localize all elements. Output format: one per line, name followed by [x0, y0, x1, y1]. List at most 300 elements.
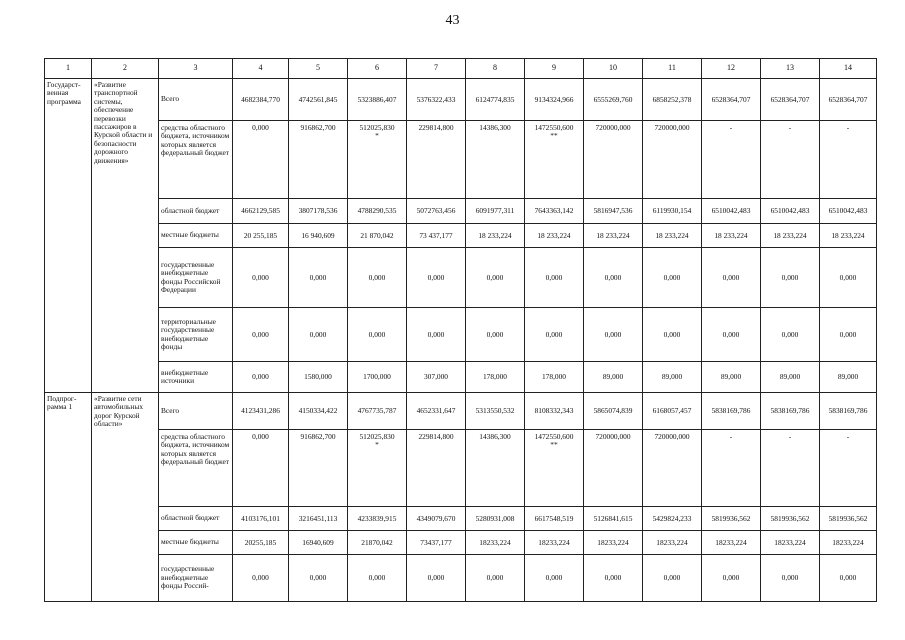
amount-value: 0,000 — [781, 272, 799, 282]
amount-cell — [233, 362, 289, 393]
amount-cell — [289, 430, 348, 507]
amount-value: 0,000 — [486, 329, 504, 339]
table-row — [45, 199, 877, 224]
amount-value: - — [729, 432, 733, 441]
table-row — [45, 362, 877, 393]
amount-value: 0,000 — [839, 329, 857, 339]
amount-cell — [702, 362, 761, 393]
amount-cell — [820, 199, 877, 224]
amount-value: 14386,300 — [479, 123, 511, 132]
amount-cell — [702, 531, 761, 555]
amount-value: 5072763,456 — [416, 206, 456, 215]
funding-source-cell: Всего — [159, 393, 233, 430]
amount-cell — [643, 308, 702, 362]
amount-cell — [820, 224, 877, 248]
amount-value: 0,000 — [781, 573, 799, 582]
amount-value: 18233,224 — [656, 537, 688, 547]
amount-cell — [407, 555, 466, 602]
amount-value: 5819936,562 — [711, 513, 751, 523]
amount-value: 21 870,042 — [360, 230, 394, 240]
amount-value: 0,000 — [427, 272, 445, 282]
amount-cell — [233, 248, 289, 308]
amount-cell — [407, 531, 466, 555]
amount-cell — [233, 393, 289, 430]
budget-table — [44, 58, 877, 602]
amount-value: 6510042,483 — [711, 206, 751, 215]
amount-value: 4652331,647 — [416, 406, 456, 415]
amount-value: 6119930,154 — [652, 206, 692, 215]
table-row — [45, 121, 877, 199]
amount-cell — [584, 507, 643, 531]
amount-value: 720000,000 — [595, 123, 631, 132]
amount-value: 5838169,786 — [828, 406, 868, 415]
amount-value: 89,000 — [661, 372, 683, 381]
amount-cell — [643, 248, 702, 308]
amount-value: 6091977,311 — [475, 206, 515, 215]
amount-value: 4233839,915 — [357, 513, 397, 523]
footnote-mark: * — [375, 131, 379, 140]
amount-value: 4682384,770 — [241, 94, 280, 104]
amount-cell — [702, 430, 761, 507]
amount-cell — [761, 121, 820, 199]
amount-cell — [643, 507, 702, 531]
amount-value: 16 940,609 — [301, 230, 335, 240]
amount-value: 0,000 — [663, 573, 681, 582]
amount-value: - — [846, 432, 850, 441]
column-number-cell: 5 — [289, 59, 348, 79]
amount-cell — [407, 248, 466, 308]
amount-cell — [643, 121, 702, 199]
amount-value: 89,000 — [602, 372, 624, 381]
amount-value: 0,000 — [427, 329, 445, 339]
amount-value: 0,000 — [309, 573, 327, 582]
amount-value: 6510042,483 — [770, 206, 810, 215]
funding-source-cell: внебюджетные источники — [159, 362, 233, 393]
amount-value: 6168057,457 — [652, 406, 692, 415]
amount-value: 720000,000 — [654, 123, 690, 132]
table-row — [45, 79, 877, 121]
amount-cell — [820, 248, 877, 308]
amount-value: 18233,224 — [479, 537, 511, 547]
amount-cell — [761, 555, 820, 602]
amount-cell — [761, 79, 820, 121]
amount-cell — [702, 393, 761, 430]
amount-cell — [466, 121, 525, 199]
amount-cell — [584, 393, 643, 430]
amount-value: 720000,000 — [595, 432, 631, 441]
amount-cell — [348, 393, 407, 430]
amount-value: 512025,830 — [359, 123, 395, 132]
amount-cell — [233, 430, 289, 507]
table-row — [45, 308, 877, 362]
amount-cell — [407, 308, 466, 362]
column-number-cell: 10 — [584, 59, 643, 79]
amount-cell — [407, 199, 466, 224]
footnote-mark: * — [375, 440, 379, 449]
amount-cell — [643, 199, 702, 224]
amount-cell — [466, 430, 525, 507]
amount-value: 9134324,966 — [534, 94, 574, 104]
amount-cell — [348, 121, 407, 199]
amount-cell — [348, 531, 407, 555]
funding-source-cell: государственные внебюджетные фонды Россий- — [159, 555, 233, 602]
amount-cell — [289, 248, 348, 308]
amount-value: 3807178,536 — [298, 206, 338, 215]
amount-value: 5838169,786 — [770, 406, 810, 415]
amount-cell — [584, 121, 643, 199]
amount-value: 6510042,483 — [828, 206, 868, 215]
amount-value: 6124774,835 — [475, 94, 515, 104]
amount-cell — [289, 224, 348, 248]
amount-cell — [525, 224, 584, 248]
amount-cell — [820, 393, 877, 430]
amount-value: 916862,700 — [300, 123, 336, 132]
amount-value: 916862,700 — [300, 432, 336, 441]
column-number-cell: 14 — [820, 59, 877, 79]
amount-value: 178,000 — [541, 372, 567, 381]
column-number-cell: 12 — [702, 59, 761, 79]
funding-source-cell: областной бюджет — [159, 507, 233, 531]
amount-value: 0,000 — [252, 329, 269, 339]
amount-cell — [233, 555, 289, 602]
amount-cell — [584, 79, 643, 121]
table-row — [45, 393, 877, 430]
amount-cell — [643, 555, 702, 602]
table-row — [45, 248, 877, 308]
amount-cell — [348, 555, 407, 602]
amount-value: 5323886,407 — [357, 94, 397, 104]
amount-cell — [289, 121, 348, 199]
table-row — [45, 555, 877, 602]
amount-cell — [289, 393, 348, 430]
amount-value: 5838169,786 — [711, 406, 751, 415]
funding-source-cell: государственные внебюджетные фонды Российской Федерации — [159, 248, 233, 308]
amount-value: 7643363,142 — [534, 206, 574, 215]
amount-cell — [761, 362, 820, 393]
amount-cell — [761, 531, 820, 555]
amount-cell — [584, 531, 643, 555]
amount-cell — [584, 248, 643, 308]
amount-cell — [348, 199, 407, 224]
amount-value: 0,000 — [309, 272, 327, 282]
amount-value: 0,000 — [722, 329, 740, 339]
amount-value: 0,000 — [722, 272, 740, 282]
amount-value: 1580,000 — [304, 372, 332, 381]
amount-cell — [820, 308, 877, 362]
amount-value: 5865074,839 — [593, 406, 633, 415]
amount-cell — [289, 199, 348, 224]
amount-cell — [643, 362, 702, 393]
amount-value: 18 233,224 — [714, 230, 748, 240]
amount-value: 16940,609 — [302, 537, 334, 547]
footnote-mark: ** — [550, 440, 558, 449]
amount-cell — [702, 248, 761, 308]
amount-value: 0,000 — [663, 272, 681, 282]
amount-cell — [289, 555, 348, 602]
amount-cell — [525, 79, 584, 121]
amount-value: 0,000 — [252, 372, 269, 381]
amount-cell — [820, 79, 877, 121]
amount-value: 178,000 — [482, 372, 508, 381]
amount-value: 4103176,101 — [241, 513, 280, 523]
amount-value: 18 233,224 — [831, 230, 865, 240]
funding-source-cell: местные бюджеты — [159, 531, 233, 555]
amount-cell — [233, 308, 289, 362]
amount-cell — [289, 362, 348, 393]
amount-cell — [466, 248, 525, 308]
amount-cell — [466, 531, 525, 555]
amount-cell — [761, 393, 820, 430]
amount-value: 0,000 — [368, 272, 386, 282]
amount-cell — [584, 308, 643, 362]
amount-cell — [525, 555, 584, 602]
amount-value: - — [846, 123, 850, 132]
funding-source-cell: территориальные государственные внебюджетные фонды — [159, 308, 233, 362]
amount-value: 0,000 — [545, 329, 563, 339]
amount-cell — [466, 308, 525, 362]
amount-cell — [702, 79, 761, 121]
amount-value: 14386,300 — [479, 432, 511, 441]
amount-value: 4742561,845 — [298, 94, 338, 104]
amount-cell — [233, 199, 289, 224]
amount-cell — [348, 79, 407, 121]
amount-value: - — [788, 432, 792, 441]
amount-cell — [466, 199, 525, 224]
column-number-cell: 8 — [466, 59, 525, 79]
amount-value: 18233,224 — [715, 537, 747, 547]
amount-value: 229814,800 — [418, 123, 454, 132]
amount-cell — [761, 430, 820, 507]
amount-value: 4662129,585 — [241, 206, 280, 215]
amount-value: 1700,000 — [363, 372, 391, 381]
amount-cell — [584, 430, 643, 507]
amount-cell — [643, 531, 702, 555]
amount-cell — [643, 430, 702, 507]
amount-cell — [702, 555, 761, 602]
amount-cell — [348, 248, 407, 308]
amount-value: 6528364,707 — [770, 94, 810, 104]
footnote-mark: ** — [550, 131, 558, 140]
column-number-cell: 2 — [92, 59, 159, 79]
amount-cell — [702, 121, 761, 199]
amount-cell — [348, 430, 407, 507]
funding-source-cell: Всего — [159, 79, 233, 121]
amount-value: 3216451,113 — [298, 513, 338, 523]
amount-cell — [525, 393, 584, 430]
funding-source-cell: областной бюджет — [159, 199, 233, 224]
amount-value: 5280931,008 — [475, 513, 515, 523]
amount-value: 0,000 — [604, 329, 622, 339]
amount-value: 0,000 — [309, 329, 327, 339]
amount-cell — [525, 121, 584, 199]
amount-cell — [466, 224, 525, 248]
amount-value: 20 255,185 — [243, 230, 278, 240]
program-level-cell: Государст-венная программа — [45, 79, 92, 393]
amount-value: 0,000 — [839, 573, 857, 582]
amount-cell — [525, 308, 584, 362]
amount-cell — [702, 199, 761, 224]
amount-cell — [584, 199, 643, 224]
amount-value: 21870,042 — [361, 537, 393, 547]
amount-value: 720000,000 — [654, 432, 690, 441]
amount-cell — [289, 79, 348, 121]
amount-value: 0,000 — [486, 573, 504, 582]
amount-cell — [466, 393, 525, 430]
amount-value: 0,000 — [368, 329, 386, 339]
amount-cell — [348, 507, 407, 531]
amount-cell — [761, 248, 820, 308]
amount-value: 0,000 — [252, 272, 269, 282]
amount-value: 307,000 — [423, 372, 449, 381]
amount-cell — [584, 224, 643, 248]
amount-value: 18 233,224 — [655, 230, 689, 240]
amount-value: 6858252,378 — [652, 94, 692, 104]
amount-value: 0,000 — [252, 123, 269, 132]
amount-value: 5376322,433 — [416, 94, 456, 104]
amount-value: 73 437,177 — [419, 230, 453, 240]
amount-value: 1472550,600 — [534, 123, 574, 132]
amount-value: 89,000 — [837, 372, 859, 381]
column-number-cell: 7 — [407, 59, 466, 79]
amount-cell — [407, 79, 466, 121]
amount-cell — [348, 362, 407, 393]
program-level-cell: Подпрог-рамма 1 — [45, 393, 92, 602]
amount-value: 0,000 — [604, 272, 622, 282]
amount-value: 18 233,224 — [537, 230, 571, 240]
amount-cell — [407, 430, 466, 507]
amount-value: 5819936,562 — [828, 513, 868, 523]
amount-value: 18233,224 — [597, 537, 629, 547]
funding-source-cell: средства областного бюджета, источником которых является федеральный бюджет — [159, 121, 233, 199]
column-number-cell: 1 — [45, 59, 92, 79]
amount-value: 18233,224 — [832, 537, 864, 547]
program-title-cell: «Развитие транспортной системы, обеспечение перевозки пассажиров в Курской области и безопасности дорожного движения» — [92, 79, 159, 393]
amount-cell — [702, 308, 761, 362]
amount-value: 0,000 — [427, 573, 445, 582]
amount-value: 0,000 — [545, 573, 563, 582]
amount-value: 0,000 — [722, 573, 740, 582]
amount-cell — [820, 362, 877, 393]
amount-value: 89,000 — [779, 372, 801, 381]
amount-value: 0,000 — [368, 573, 386, 582]
column-number-cell: 3 — [159, 59, 233, 79]
table-row — [45, 224, 877, 248]
amount-value: 8108332,343 — [534, 406, 574, 415]
amount-cell — [407, 121, 466, 199]
amount-value: 6555269,760 — [593, 94, 633, 104]
amount-cell — [761, 308, 820, 362]
amount-cell — [761, 507, 820, 531]
amount-cell — [761, 199, 820, 224]
table-row — [45, 507, 877, 531]
amount-cell — [348, 224, 407, 248]
amount-value: 89,000 — [720, 372, 742, 381]
amount-cell — [702, 507, 761, 531]
amount-value: 4788290,535 — [357, 206, 397, 215]
amount-value: 1472550,600 — [534, 432, 574, 441]
amount-value: 5429824,233 — [652, 513, 692, 523]
amount-cell — [466, 507, 525, 531]
amount-value: 18233,224 — [538, 537, 570, 547]
amount-value: 4123431,286 — [241, 406, 280, 415]
amount-value: 0,000 — [663, 329, 681, 339]
column-number-row — [45, 59, 877, 79]
amount-cell — [466, 362, 525, 393]
amount-cell — [407, 362, 466, 393]
amount-value: 4349079,670 — [416, 513, 456, 523]
amount-value: 5126841,615 — [593, 513, 633, 523]
amount-cell — [525, 430, 584, 507]
amount-value: 6617548,519 — [534, 513, 574, 523]
amount-cell — [525, 248, 584, 308]
amount-value: 0,000 — [781, 329, 799, 339]
program-title-cell: «Развитие сети автомобильных дорог Курской области» — [92, 393, 159, 602]
amount-cell — [584, 362, 643, 393]
amount-cell — [525, 507, 584, 531]
amount-cell — [348, 308, 407, 362]
amount-value: 5819936,562 — [770, 513, 810, 523]
amount-value: 4767735,787 — [357, 406, 397, 415]
column-number-cell: 6 — [348, 59, 407, 79]
amount-cell — [820, 507, 877, 531]
amount-value: 4150334,422 — [298, 406, 338, 415]
amount-cell — [407, 224, 466, 248]
amount-value: 18233,224 — [774, 537, 806, 547]
amount-value: 18 233,224 — [773, 230, 807, 240]
amount-cell — [643, 393, 702, 430]
amount-cell — [289, 308, 348, 362]
amount-value: 20255,185 — [244, 537, 277, 547]
amount-cell — [233, 531, 289, 555]
amount-cell — [233, 507, 289, 531]
amount-cell — [289, 507, 348, 531]
amount-cell — [233, 224, 289, 248]
amount-cell — [233, 79, 289, 121]
amount-cell — [820, 531, 877, 555]
amount-cell — [466, 555, 525, 602]
amount-value: 0,000 — [839, 272, 857, 282]
amount-value: 6528364,707 — [828, 94, 868, 104]
table-row — [45, 531, 877, 555]
table-row — [45, 430, 877, 507]
amount-value: 0,000 — [486, 272, 504, 282]
amount-cell — [525, 362, 584, 393]
column-number-cell: 4 — [233, 59, 289, 79]
amount-cell — [289, 531, 348, 555]
funding-source-cell: местные бюджеты — [159, 224, 233, 248]
amount-value: 0,000 — [545, 272, 563, 282]
amount-cell — [820, 555, 877, 602]
amount-cell — [584, 555, 643, 602]
column-number-cell: 9 — [525, 59, 584, 79]
amount-cell — [761, 224, 820, 248]
amount-cell — [643, 79, 702, 121]
amount-value: 73437,177 — [420, 537, 452, 547]
amount-value: - — [729, 123, 733, 132]
amount-value: 6528364,707 — [711, 94, 751, 104]
column-number-cell: 11 — [643, 59, 702, 79]
amount-cell — [643, 224, 702, 248]
amount-value: 18 233,224 — [478, 230, 512, 240]
amount-cell — [820, 430, 877, 507]
amount-value: 229814,800 — [418, 432, 454, 441]
amount-cell — [407, 393, 466, 430]
amount-cell — [233, 121, 289, 199]
amount-value: 18 233,224 — [596, 230, 630, 240]
amount-cell — [820, 121, 877, 199]
amount-value: 5816947,536 — [593, 206, 633, 215]
column-number-cell: 13 — [761, 59, 820, 79]
